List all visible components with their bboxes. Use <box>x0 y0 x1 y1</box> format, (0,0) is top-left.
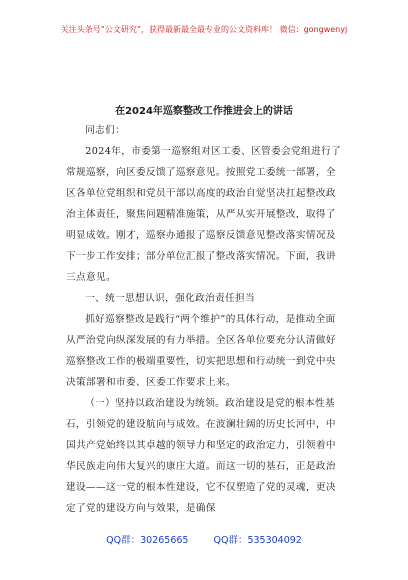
salutation: 同志们： <box>85 125 126 136</box>
paragraph-intro: 2024年，市委第一巡察组对区工委、区管委会党组进行了常规巡察，向区委反馈了巡察意见。按照党工委统一部署，全区各单位党组织和党员干部以高度的政治自觉坚决扛起整改政治主体责任，聚焦问题精准施策，从严从实开展整改，取得了明显成效。刚才，巡察办通报了巡察反馈意见整改落实情况及下一步工作安排；部分单位汇报了整改落实情况。下面，我讲三点意见。 <box>66 146 342 283</box>
page-footer <box>0 532 408 546</box>
document-title: 在2024年巡察整改工作推进会上的讲话 <box>115 106 293 117</box>
paragraph-subsection-1: （一）坚持以政治建设为统领。政治建设是党的根本性基石，引领党的建设航向与成效。在波澜壮阔的历史长河中，中国共产党始终以其卓越的领导力和坚定的政治定力，引领着中华民族走向伟大复兴的康庄大道。而这一切的基石，正是政治建设——这一党的根本性建设，它不仅塑造了党的灵魂，更决定了党的建设方向与效果，是确保 <box>66 398 336 514</box>
section-heading-1: 一、统一思想认识，强化政治责任担当 <box>85 293 256 304</box>
qq-group-2: QQ群：535304092 <box>213 535 302 546</box>
paragraph-section-1: 抓好巡察整改是践行“两个维护”的具体行动，是推动全面从严治党向纵深发展的有力举措。全区各单位要充分认清做好巡察整改工作的极端重要性，切实把思想和行动统一到党中央决策部署和市委、区委工作要求上来。 <box>66 314 336 388</box>
page-header-banner: 关注头条号“公文研究”，获得最新最全最专业的公文资料库！ 微信：gongwenyj <box>60 25 348 34</box>
qq-group-1: QQ群：30265665 <box>106 535 189 546</box>
document-body <box>66 120 342 519</box>
